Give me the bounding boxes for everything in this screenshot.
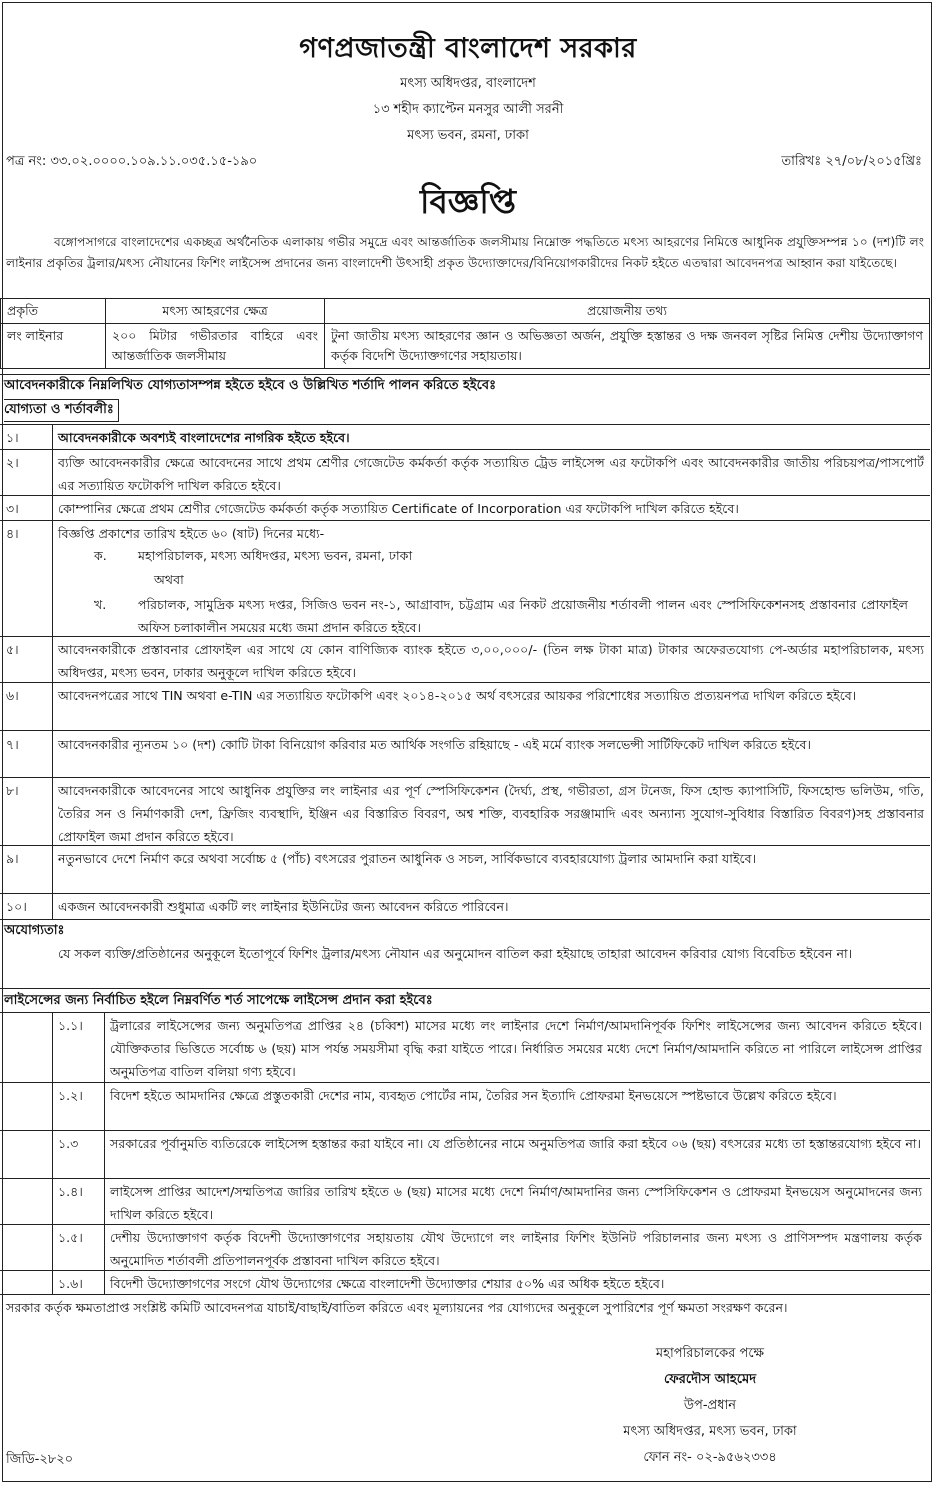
sub-item-label: খ. bbox=[94, 597, 107, 612]
license-item-text: লাইসেন্স প্রাপ্তির আদেশ/সম্মতিপত্র জারির তারিখ হইতে ৬ (ছয়) মাসের মধ্যে দেশে নির্মাণ/আমদানির জন্য স্পেসিফিকেশন ও প্রোফরমা ইনভয়েস অনুমোদনের জন্য দাখিল করিতে হইবে। bbox=[110, 1184, 922, 1222]
item-text: নতুনভাবে দেশে নির্মাণ করে অথবা সর্বোচ্চ ৫ (পাঁচ) বৎসরের পুরাতন আধুনিক ও সচল, সার্বিকভাবে ব্যবহারযোগ্য ট্রলার আমদানি করা যাইবে। bbox=[58, 851, 757, 866]
table-cell: ২০০ মিটার গভীরতার বাহিরে এবং আন্তর্জাতিক জলসীমায় bbox=[106, 324, 325, 369]
signatory-name: ফেরদৌস আহমেদ bbox=[663, 1372, 757, 1387]
disqualification-heading: অযোগ্যতাঃ bbox=[4, 923, 65, 938]
gd-number: জিডি-২৮২০ bbox=[6, 1452, 74, 1467]
item-text: আবেদনপত্রের সাথে TIN অথবা e-TIN এর সত্যায়িত ফটোকপি এবং ২০১৪-২০১৫ অর্থ বৎসরের আয়কর পরিশোধের সত্যায়িত প্রত্যয়নপত্র দাখিল করিতে হইবে। bbox=[58, 688, 857, 703]
item-text: কোম্পানির ক্ষেত্রে প্রথম শ্রেণীর গেজেটেড কর্মকর্তা কর্তৃক সত্যায়িত Certificate of Incorporation এর ফটোকপি দাখিল করিতে হইবে। bbox=[58, 501, 739, 516]
license-item-number: ১.৩ bbox=[58, 1136, 79, 1151]
item-text: আবেদনকারীর ন্যূনতম ১০ (দশ) কোটি টাকা বিনিয়োগ করিবার মত আর্থিক সংগতি রহিয়াছে - এই মর্মে ব্যাংক সলভেন্সী সার্টিফিকেট দাখিল করিতে হইবে। bbox=[58, 737, 811, 752]
license-item-text: দেশীয় উদ্যোক্তাগণ কর্তৃক বিদেশী উদ্যোক্তাগণের সহায়তায় যৌথ উদ্যোগে লং লাইনার ফিশিং ইউনিট পরিচালনার জন্য মৎস্য ও প্রাণিসম্পদ মন্ত্রণালয় কর্তৃক অনুমোদিত শর্তাবলী প্রতিপালনপূর্বক প্রস্তাবনা দাখিল করিতে হইবে। bbox=[110, 1230, 922, 1268]
sub-item-text: পরিচালক, সামুদ্রিক মৎস্য দপ্তর, সিজিও ভবন নং-১, আগ্রাবাদ, চট্টগ্রাম এর নিকট প্রয়োজনীয় শর্তাবলী পালন এবং স্পেসিফিকেশনসহ প্রস্তাবনার প্রোফাইল অফিস চলাকালীন সময়ের মধ্যে জমা প্রদান করিতে হইবে। bbox=[138, 597, 908, 635]
table-row bbox=[1, 324, 930, 369]
office-address-line1: ১৩ শহীদ ক্যাপ্টেন মনসুর আলী সরনী bbox=[372, 102, 564, 117]
license-item-text: ট্রলারের লাইসেন্সের জন্য অনুমতিপত্র প্রাপ্তির ২৪ (চব্বিশ) মাসের মধ্যে লং লাইনার দেশে নির্মাণ/আমদানিপূর্বক ফিশিং লাইসেন্সের জন্য আবেদন করিতে হইবে। যৌক্তিকতার ভিত্তিতে সর্বোচ্চ ৬ (ছয়) মাস পর্যন্ত সময়সীমা বৃদ্ধি করা যাইতে পারে। নির্ধারিত সময়ের মধ্যে দেশে নির্মাণ/আমদানি করিতে না পারিলে লাইসেন্স প্রাপ্তির অনুমতিপত্র বাতিল বলিয়া গণ্য হইবে। bbox=[110, 1018, 922, 1079]
license-item-number: ১.৬। bbox=[58, 1276, 83, 1291]
item-number: ২। bbox=[6, 455, 19, 470]
item-text: আবেদনকারীকে প্রস্তাবনার প্রোফাইল এর সাথে যে কোন বাণিজ্যিক ব্যাংক হইতে ৩,০০,০০০/- (তিন লক্ষ টাকা মাত্র) টাকার অফেরতযোগ্য পে-অর্ডার মহাপরিচালক, মৎস্য অধিদপ্তর, মৎস্য ভবন, ঢাকার অনুকূলে দাখিল করিতে হইবে। bbox=[58, 642, 924, 680]
license-item-number: ১.৪। bbox=[58, 1184, 83, 1199]
item-number: ৪। bbox=[6, 526, 19, 541]
table-cell: লং লাইনার bbox=[1, 324, 106, 369]
memo-number: পত্র নং: ৩৩.০২.০০০০.১০৯.১১.০৩৫.১৫-১৯০ bbox=[6, 154, 258, 169]
sub-item-text: অথবা bbox=[154, 572, 184, 587]
intro-paragraph: বঙ্গোপসাগরে বাংলাদেশের একচ্ছত্র অর্থনৈতিক এলাকায় গভীর সমুদ্রে এবং আন্তর্জাতিক জলসীমায় নিম্নোক্ত পদ্ধতিতে মৎস্য আহরণের নিমিত্তে আধুনিক প্রযুক্তিসম্পন্ন ১০ (দশ)টি লং লাইনার প্রকৃতির ট্রলার/মৎস্য নৌযানের ফিশিং লাইসেন্স প্রদানের জন্য বাংলাদেশী উৎসাহী প্রকৃত উদ্যোক্তাদের/বিনিয়োগকারীদের নিকট হইতে এতদ্বারা আবেদনপত্র আহ্বান করা যাইতেছে। bbox=[6, 235, 924, 270]
signature-on-behalf: মহাপরিচালকের পক্ষে bbox=[655, 1346, 765, 1361]
signatory-phone: ফোন নং- ০২-৯৫৬২৩৩৪ bbox=[643, 1450, 777, 1465]
item-number: ৯। bbox=[6, 851, 19, 866]
item-number: ৭। bbox=[6, 737, 19, 752]
item-number: ৮। bbox=[6, 783, 19, 798]
sub-item-label: ক. bbox=[94, 548, 107, 563]
license-item-number: ১.২। bbox=[58, 1088, 83, 1103]
item-text: একজন আবেদনকারী শুধুমাত্র একটি লং লাইনার ইউনিটের জন্য আবেদন করিতে পারিবেন। bbox=[58, 899, 509, 914]
office-name: মৎস্য অধিদপ্তর, বাংলাদেশ bbox=[400, 76, 536, 91]
closing-paragraph: সরকার কর্তৃক ক্ষমতাপ্রাপ্ত সংশ্লিষ্ট কমিটি আবেদনপত্র যাচাই/বাছাই/বাতিল করিতে এবং মূল্যায়নের পর যোগ্যদের অনুকূলে সুপারিশের পূর্ণ ক্ষমতা সংরক্ষণ করেন। bbox=[6, 1300, 788, 1315]
table-header-row bbox=[1, 299, 930, 324]
license-heading: লাইসেন্সের জন্য নির্বাচিত হইলে নিম্নবর্ণিত শর্ত সাপেক্ষে লাইসেন্স প্রদান করা হইবেঃ bbox=[4, 993, 433, 1008]
qualification-heading: যোগ্যতা ও শর্তাবলীঃ bbox=[4, 399, 119, 422]
item-number: ১। bbox=[6, 430, 19, 445]
fishing-spec-table bbox=[0, 298, 930, 369]
license-item-number: ১.১। bbox=[58, 1018, 83, 1033]
notice-date: তারিখঃ ২৭/০৮/২০১৫খ্রিঃ bbox=[781, 154, 922, 169]
item-text: বিজ্ঞপ্তি প্রকাশের তারিখ হইতে ৬০ (ষাট) দিনের মধ্যে- bbox=[58, 526, 325, 541]
signatory-office: মৎস্য অধিদপ্তর, মৎস্য ভবন, ঢাকা bbox=[623, 1424, 797, 1439]
license-item-number: ১.৫। bbox=[58, 1230, 83, 1245]
item-text: ব্যক্তি আবেদনকারীর ক্ষেত্রে আবেদনের সাথে প্রথম শ্রেণীর গেজেটেড কর্মকর্তা কর্তৃক সত্যায়িত ট্রেড লাইসেন্স এর ফটোকপি এবং আবেদনকারীর জাতীয় পরিচয়পত্র/পাসপোর্ট এর সত্যায়িত ফটোকপি দাখিল করিতে হইবে। bbox=[58, 455, 924, 493]
item-text: আবেদনকারীকে আবেদনের সাথে আধুনিক প্রযুক্তির লং লাইনার এর পূর্ণ স্পেসিফিকেশন (দৈর্ঘ্য, প্রস্থ, গভীরতা, গ্রস টনেজ, ফিস হোল্ড ক্যাপাসিটি, ফিসহোল্ড ভলিউম, গতি, তৈরির সন ও নির্মাণকারী দেশ, ফ্রিজিং ব্যবস্থাদি, ইঞ্জিন এর বিস্তারিত বিবরণ, অশ্ব শক্তি, ব্যবহারিক সরঞ্জামাদি এবং অন্যান্য সুযোগ-সুবিধার বিস্তারিত বিবরণ)সহ প্রস্তাবনার প্রোফাইল জমা প্রদান করিতে হইবে। bbox=[58, 783, 924, 844]
table-header-cell: মৎস্য আহরণের ক্ষেত্র bbox=[106, 299, 325, 324]
requirement-line: আবেদনকারীকে নিম্নলিখিত যোগ্যতাসম্পন্ন হইতে হইবে ও উল্লিখিত শর্তাদি পালন করিতে হইবেঃ bbox=[4, 378, 497, 393]
table-header-cell: প্রয়োজনীয় তথ্য bbox=[325, 299, 930, 324]
item-number: ৩। bbox=[6, 501, 19, 516]
item-number: ১০। bbox=[6, 899, 27, 914]
item-text: আবেদনকারীকে অবশ্যই বাংলাদেশের নাগরিক হইতে হইবে। bbox=[58, 430, 350, 445]
disqualification-body: যে সকল ব্যক্তি/প্রতিষ্ঠানের অনুকূলে ইতোপূর্বে ফিশিং ট্রলার/মৎস্য নৌযান এর অনুমোদন বাতিল করা হইয়াছে তাহারা আবেদন করিবার যোগ্য বিবেচিত হইবেন না। bbox=[58, 946, 853, 961]
item-number: ৬। bbox=[6, 688, 19, 703]
office-address-line2: মৎস্য ভবন, রমনা, ঢাকা bbox=[407, 128, 529, 143]
government-title: গণপ্রজাতন্ত্রী বাংলাদেশ সরকার bbox=[299, 33, 637, 64]
license-item-text: বিদেশী উদ্যোক্তাগণের সংগে যৌথ উদ্যোগের ক্ষেত্রে বাংলাদেশী উদ্যোক্তার শেয়ার ৫০% এর অধিক হইতে হইবে। bbox=[110, 1276, 665, 1291]
notice-title: বিজ্ঞপ্তি bbox=[420, 182, 516, 221]
sub-item-text: মহাপরিচালক, মৎস্য অধিদপ্তর, মৎস্য ভবন, রমনা, ঢাকা bbox=[138, 548, 413, 563]
license-item-text: বিদেশ হইতে আমদানির ক্ষেত্রে প্রস্তুতকারী দেশের নাম, ব্যবহৃত পোর্টের নাম, তৈরির সন ইত্যাদি প্রোফরমা ইনভয়েসে স্পষ্টভাবে উল্লেখ করিতে হইবে। bbox=[110, 1088, 837, 1103]
item-number: ৫। bbox=[6, 642, 19, 657]
signatory-designation: উপ-প্রধান bbox=[683, 1398, 737, 1413]
license-item-text: সরকারের পূর্বানুমতি ব্যতিরেকে লাইসেন্স হস্তান্তর করা যাইবে না। যে প্রতিষ্ঠানের নামে অনুমতিপত্র জারি করা হইবে ০৬ (ছয়) বৎসরের মধ্যে তা হস্তান্তরযোগ্য হইবে না। bbox=[110, 1136, 921, 1151]
table-header-cell: প্রকৃতি bbox=[1, 299, 106, 324]
table-cell: টুনা জাতীয় মৎস্য আহরণের জ্ঞান ও অভিজ্ঞতা অর্জন, প্রযুক্তি হস্তান্তর ও দক্ষ জনবল সৃষ্টির নিমিত্ত দেশীয় উদ্যোক্তাগণ কর্তৃক বিদেশি উদ্যোক্তগণের সহায়তায়। bbox=[325, 324, 930, 369]
